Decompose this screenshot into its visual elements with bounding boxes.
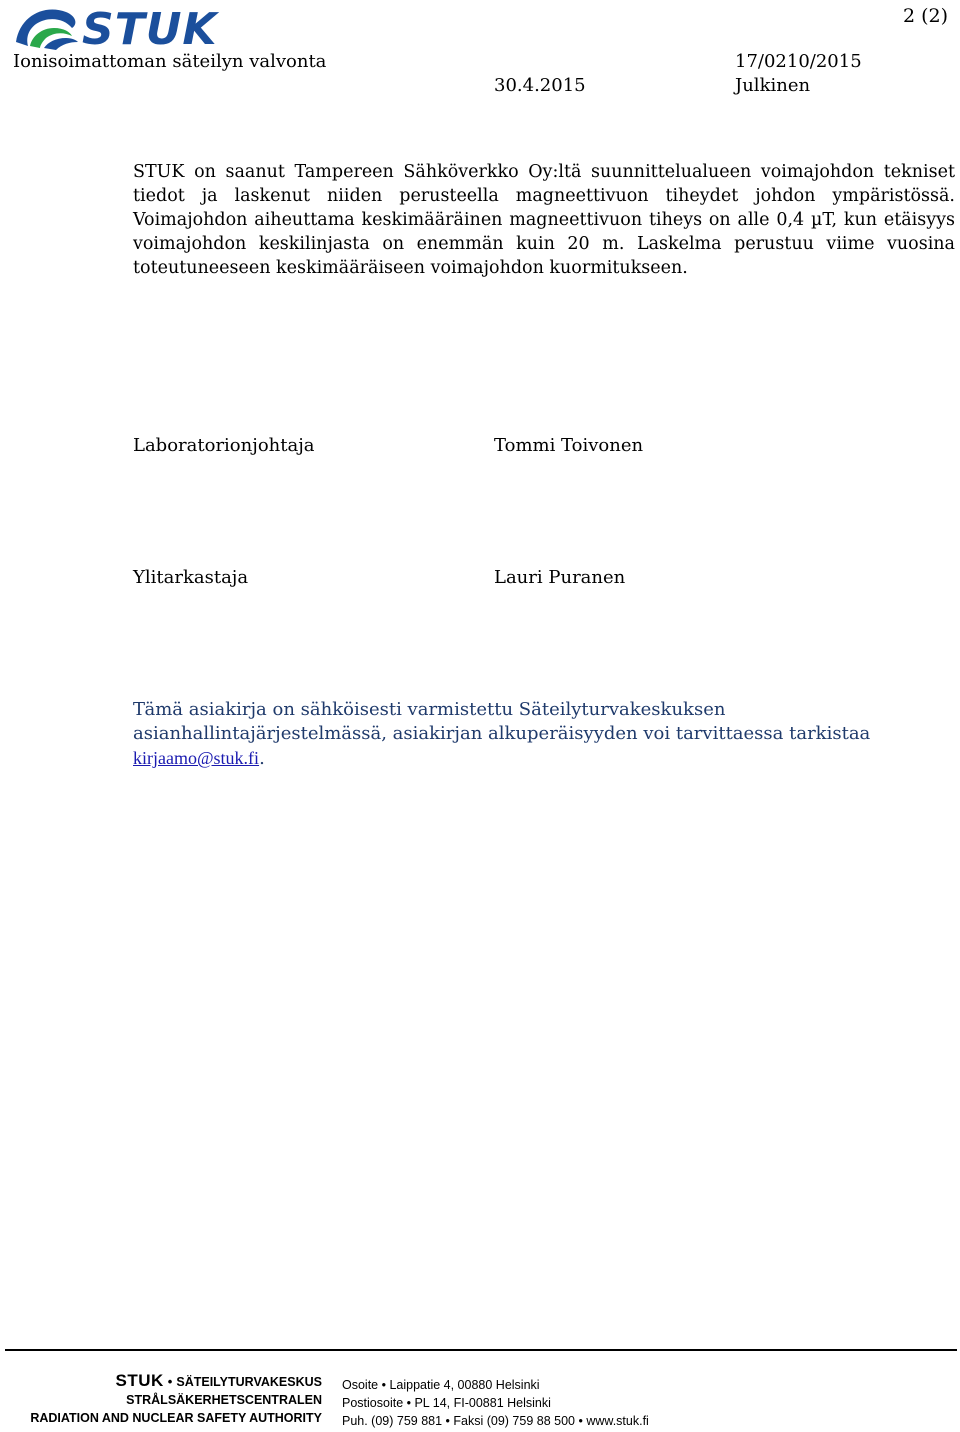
logo-wordmark: STUK [82,4,218,55]
footer-brand: STUK [115,1371,164,1390]
document-number: 17/0210/2015 [735,51,862,72]
footer-org-sv: STRÅLSÄKERHETSCENTRALEN [126,1393,322,1407]
verification-notice [133,698,959,771]
footer-bullet: • [167,1374,173,1389]
statement-paragraph: STUK on saanut Tampereen Sähköverkko Oy:ltä suunnittelualueen voimajohdon tekniset tiedot ja laskenut niiden perusteella magneettivuon tiheydet johdon ympäristössä. Voimajohdon aiheuttama keskimääräinen magneettivuon tiheys on alle 0,4 µT, kun etäisyys voimajohdon keskilinjasta on enemmän kuin 20 m. Laskelma perustuu viime vuosina toteutuneeseen keskimääräiseen voimajohdon kuormitukseen. [133,162,955,278]
signer-1-title: Laboratorionjohtaja [133,435,315,456]
statement-section [133,160,955,280]
footer-phone-web: Puh. (09) 759 881 • Faksi (09) 759 88 500 • www.stuk.fi [342,1414,649,1428]
footer-org-en: RADIATION AND NUCLEAR SAFETY AUTHORITY [30,1411,322,1425]
department-name: Ionisoimattoman säteilyn valvonta [13,51,327,72]
footer-postal: Postiosoite • PL 14, FI-00881 Helsinki [342,1396,551,1410]
document-classification: Julkinen [735,75,811,96]
document-date: 30.4.2015 [494,75,586,96]
signer-1-name: Tommi Toivonen [494,435,644,456]
signer-2-title: Ylitarkastaja [133,567,249,588]
footer-divider [5,1349,957,1351]
page-number: 2 (2) [902,5,948,27]
footer-org-fi: SÄTEILYTURVAKESKUS [176,1375,322,1389]
notice-trailing: . [259,748,265,769]
notice-text: Tämä asiakirja on sähköisesti varmistettu Säteilyturvakeskuksen asianhallintajärjestelmässä, asiakirjan alkuperäisyyden voi tarvittaessa tarkistaa [133,699,871,744]
signer-2-name: Lauri Puranen [494,567,626,588]
footer-organization [0,1372,322,1427]
stuk-logo-icon [14,2,218,55]
footer-address: Osoite • Laippatie 4, 00880 Helsinki [342,1378,540,1392]
registry-email-link[interactable]: kirjaamo@stuk.fi [133,748,260,768]
stuk-logo [14,2,218,55]
footer-contact [342,1376,649,1430]
